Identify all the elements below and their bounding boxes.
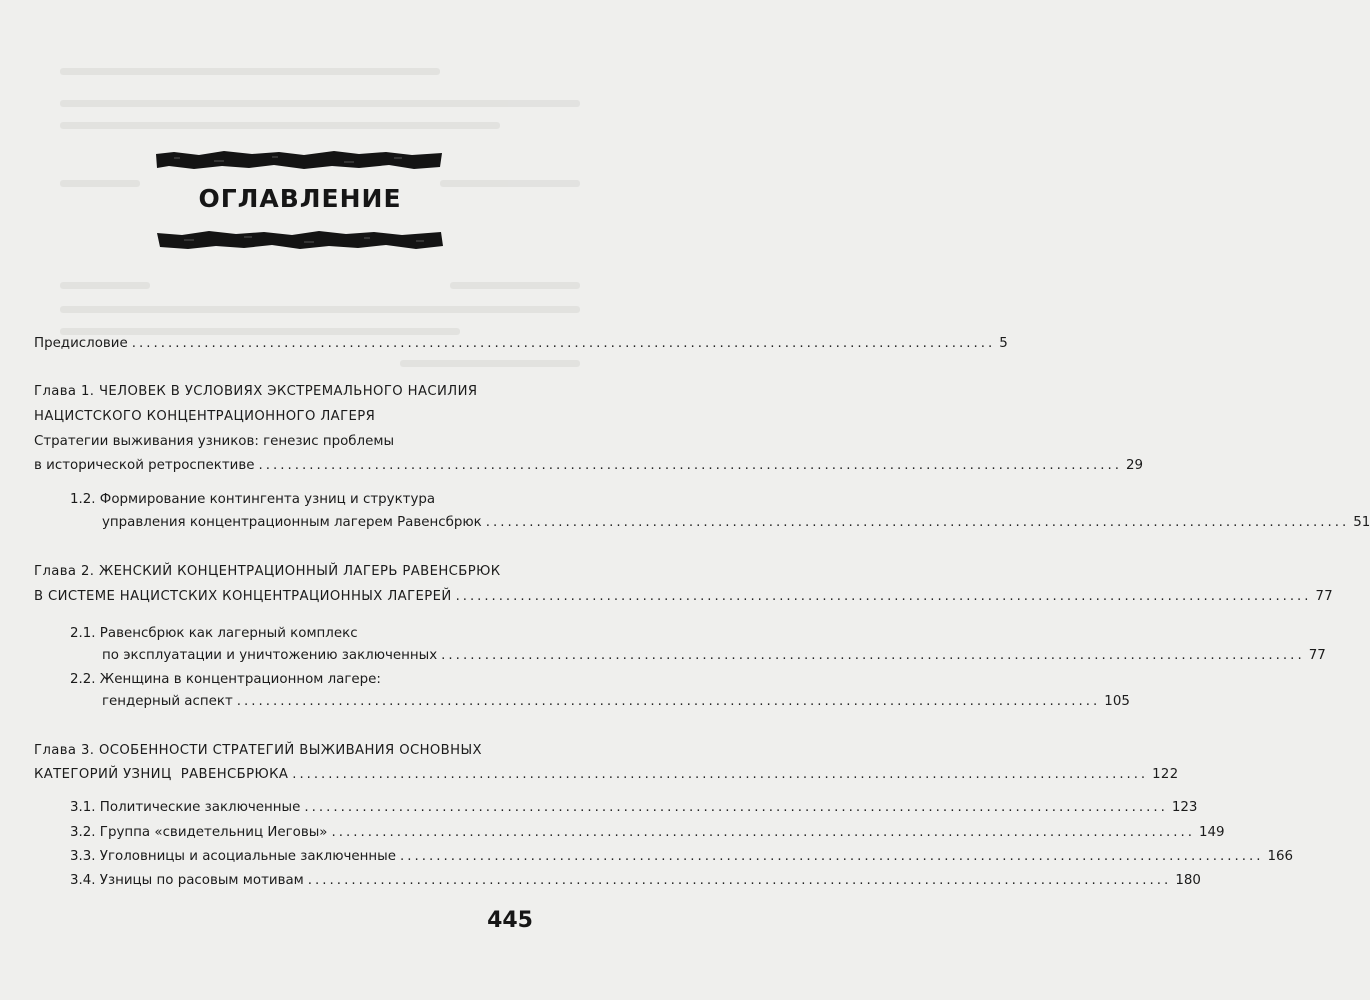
entry-page: 77	[1308, 648, 1326, 663]
section-2-2-line-1[interactable]: 2.2. Женщина в концентрационном лагере:	[70, 672, 381, 687]
entry-page: 123	[1171, 800, 1198, 815]
dot-leader: .......................................................................................................................	[131, 336, 996, 351]
toc-entry-section-3-3[interactable]	[70, 847, 1294, 867]
entry-label: В СИСТЕМЕ НАЦИСТСКИХ КОНЦЕНТРАЦИОННЫХ ЛАГЕРЕЙ	[34, 589, 452, 604]
page-title: ОГЛАВЛЕНИЕ	[198, 184, 402, 213]
chapter-1-heading-line-2: НАЦИСТСКОГО КОНЦЕНТРАЦИОННОГО ЛАГЕРЯ	[34, 409, 376, 424]
chapter-1-sub-line-1: Стратегии выживания узников: генезис проблемы	[34, 434, 395, 449]
section-1-2-line-1[interactable]: 1.2. Формирование контингента узниц и структура	[70, 492, 436, 507]
dot-leader: .......................................................................................................................	[399, 849, 1264, 864]
toc-entry-section-2-1[interactable]	[102, 646, 1326, 666]
dot-leader: .......................................................................................................................	[236, 694, 1101, 709]
toc-entry-chapter-2[interactable]	[34, 587, 1334, 607]
entry-label: гендерный аспект	[102, 694, 233, 709]
entry-page: 51	[1353, 515, 1370, 530]
dot-leader: .......................................................................................................................	[441, 648, 1305, 663]
dot-leader: .......................................................................................................................	[304, 800, 1168, 815]
dot-leader: .......................................................................................................................	[258, 458, 1122, 473]
dot-leader: .......................................................................................................................	[331, 825, 1196, 840]
entry-label: 3.2. Группа «свидетельниц Иеговы»	[70, 825, 328, 840]
entry-label: 3.3. Уголовницы и асоциальные заключенные	[70, 849, 396, 864]
entry-label: по эксплуатации и уничтожению заключенных	[102, 648, 438, 663]
decorative-bar-top	[154, 150, 444, 170]
chapter-1-heading-line-1[interactable]: Глава 1. ЧЕЛОВЕК В УСЛОВИЯХ ЭКСТРЕМАЛЬНОГО НАСИЛИЯ	[34, 384, 478, 399]
dot-leader: .......................................................................................................................	[485, 515, 1350, 530]
toc-entry-chapter-1[interactable]	[34, 456, 1144, 476]
chapter-3-heading-line-1[interactable]: Глава 3. ОСОБЕННОСТИ СТРАТЕГИЙ ВЫЖИВАНИЯ ОСНОВНЫХ	[34, 743, 482, 758]
entry-page: 77	[1315, 589, 1334, 604]
toc-entry-section-3-4[interactable]	[70, 871, 1201, 891]
entry-label: управления концентрационным лагерем Равенсбрюк	[102, 515, 482, 530]
entry-label: 3.4. Узницы по расовым мотивам	[70, 873, 304, 888]
dot-leader: .......................................................................................................................	[292, 767, 1149, 782]
dot-leader: .......................................................................................................................	[307, 873, 1172, 888]
entry-page: 166	[1267, 849, 1294, 864]
chapter-2-heading-line-1[interactable]: Глава 2. ЖЕНСКИЙ КОНЦЕНТРАЦИОННЫЙ ЛАГЕРЬ РАВЕНСБРЮК	[34, 564, 501, 579]
decorative-bar-bottom	[154, 230, 444, 250]
toc-entry-section-1-2[interactable]	[102, 513, 1370, 533]
entry-label: в исторической ретроспективе	[34, 458, 255, 473]
entry-page: 122	[1152, 767, 1179, 782]
dot-leader: .......................................................................................................................	[455, 589, 1312, 604]
page-number: 445	[487, 908, 533, 933]
toc-entry-section-2-2[interactable]	[102, 692, 1130, 712]
section-2-1-line-1[interactable]: 2.1. Равенсбрюк как лагерный комплекс	[70, 626, 358, 641]
entry-page: 5	[999, 336, 1008, 351]
entry-page: 149	[1199, 825, 1225, 840]
toc-entry-chapter-3[interactable]	[34, 765, 1179, 785]
toc-entry-preface[interactable]	[34, 334, 1008, 354]
toc-entry-section-3-1[interactable]	[70, 798, 1198, 818]
entry-page: 180	[1175, 873, 1201, 888]
entry-label: КАТЕГОРИЙ УЗНИЦ РАВЕНСБРЮКА	[34, 767, 289, 782]
toc-entry-section-3-2[interactable]	[70, 823, 1225, 843]
entry-label: Предисловие	[34, 336, 128, 351]
entry-page: 105	[1104, 694, 1130, 709]
toc-title-block	[150, 150, 450, 262]
entry-page: 29	[1126, 458, 1144, 473]
entry-label: 3.1. Политические заключенные	[70, 800, 301, 815]
